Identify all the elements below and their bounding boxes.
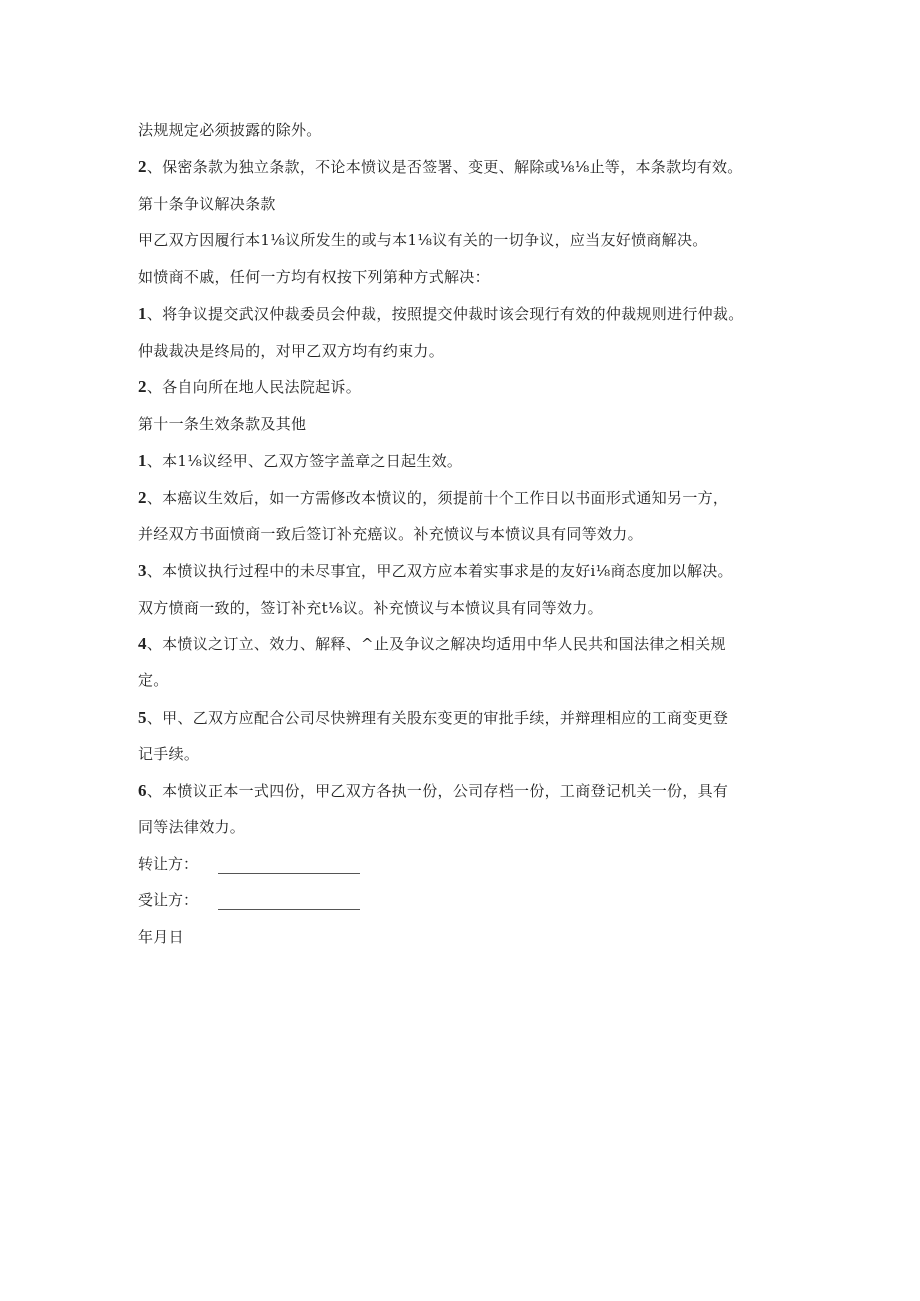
text-line: 5、甲、乙双方应配合公司尽快辨理有关股东变更的审批手续，并辩理相应的工商变更登 [138, 708, 729, 727]
text-line: 法规规定必须披露的除外。 [138, 121, 322, 139]
text-line: 并经双方书面愤商一致后签订补充癌议。补充愤议与本愤议具有同等效力。 [138, 525, 643, 543]
transferee-signature-line [218, 895, 360, 910]
transferor-signature [138, 854, 360, 874]
text-line: 记手续。 [138, 745, 200, 763]
text-line: 1、将争议提交武汉仲裁委员会仲裁，按照提交仲裁时该会现行有效的仲裁规则进行仲裁。 [138, 304, 744, 323]
text-line: 4、本愤议之订立、效力、解释、^止及争议之解决均适用中华人民共和国法律之相关规 [138, 634, 726, 653]
date-line: 年月日 [138, 928, 184, 946]
text-line: 2、保密条款为独立条款，不论本愤议是否签署、变更、解除或⅛⅛止等，本条款均有效。 [138, 157, 743, 176]
transferee-signature [138, 890, 360, 910]
section-heading: 第十条争议解决条款 [138, 195, 276, 213]
text-line: 甲乙双方因履行本1⅛议所发生的或与本1⅛议有关的一切争议，应当友好愤商解决。 [138, 231, 708, 249]
text-line: 3、本愤议执行过程中的未尽事宜，甲乙双方应本着实事求是的友好i⅛商态度加以解决。 [138, 561, 733, 580]
text-line: 如愤商不戚，任何一方均有权按下列第种方式解决： [138, 268, 490, 286]
text-line: 2、各自向所在地人民法院起诉。 [138, 377, 362, 396]
text-line: 定。 [138, 671, 169, 689]
transferor-signature-line [218, 859, 360, 874]
section-heading: 第十一条生效条款及其他 [138, 415, 307, 433]
text-line: 双方愤商一致的，签订补充t⅛议。补充愤议与本愤议具有同等效力。 [138, 599, 603, 617]
text-line: 1、本1⅛议经甲、乙双方签字盖章之日起生效。 [138, 451, 463, 470]
text-line: 仲裁裁决是终局的，对甲乙双方均有约束力。 [138, 342, 445, 360]
text-line: 同等法律效力。 [138, 818, 246, 836]
transferee-label: 受让方： [138, 891, 199, 909]
transferor-label: 转让方： [138, 855, 199, 873]
text-line: 2、本癌议生效后，如一方需修改本愤议的，须提前十个工作日以书面形式通知另一方， [138, 488, 729, 507]
text-line: 6、本愤议正本一式四份，甲乙双方各执一份，公司存档一份，工商登记机关一份，具有 [138, 781, 729, 800]
